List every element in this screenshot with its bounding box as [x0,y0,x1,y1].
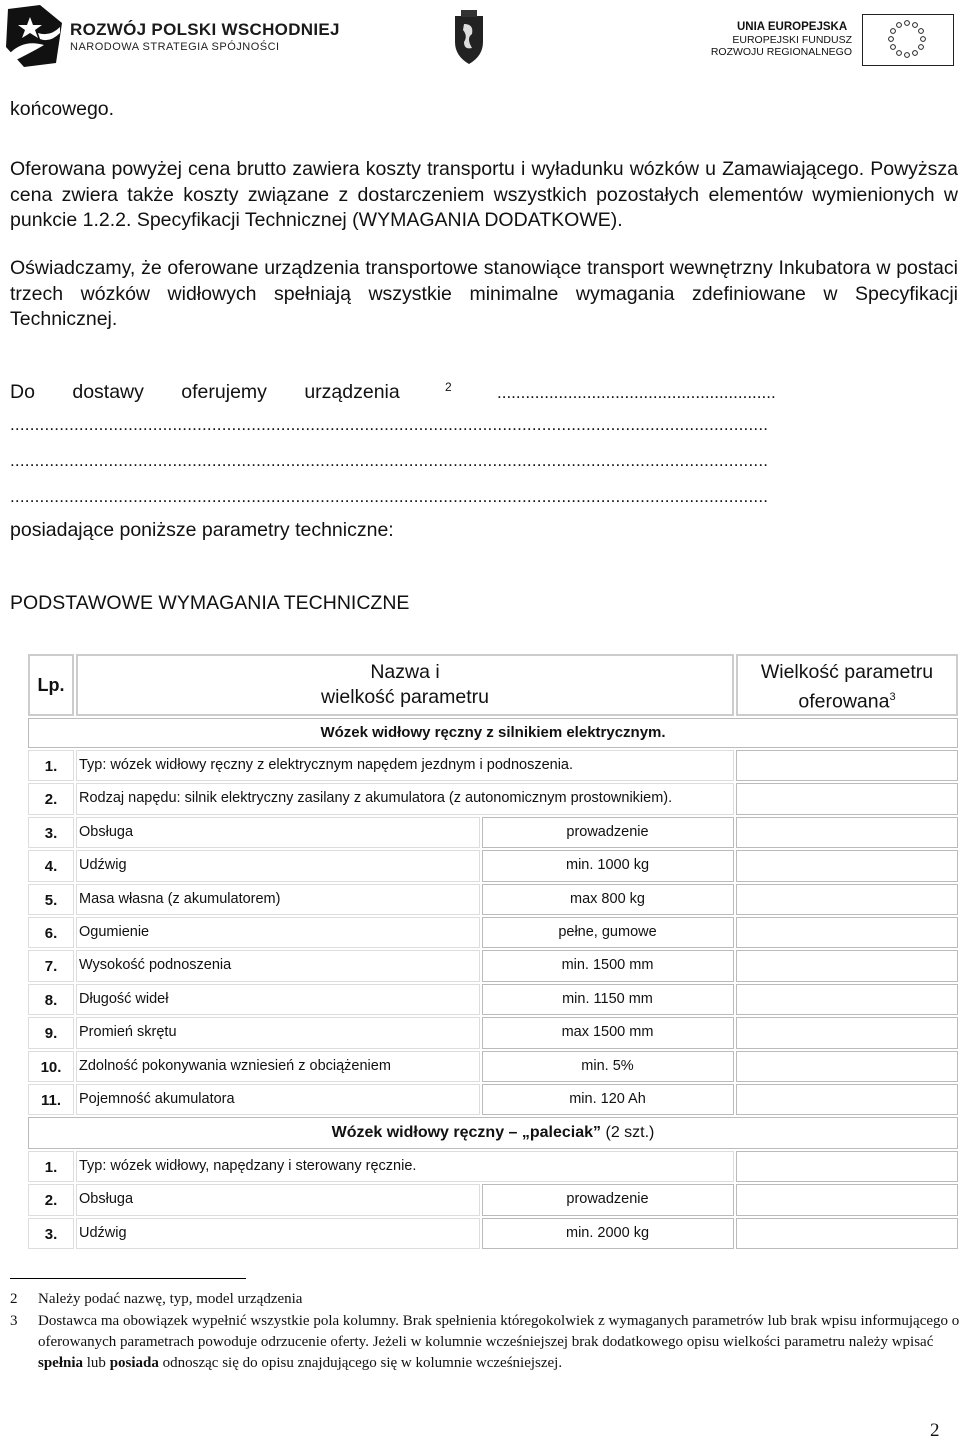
offered-value-field[interactable] [736,984,958,1015]
row-number: 1. [44,1159,58,1176]
parameter-required-value: min. 1150 mm [562,990,653,1007]
parameter-name: Wysokość podnoszenia [79,957,232,974]
eu-logo-line1: UNIA EUROPEJSKA [737,21,848,33]
offer-device-label: Do dostawy oferujemy urządzenia [10,381,400,403]
footnote-3-number: 3 [10,1313,18,1329]
footnote-3 [10,1311,960,1374]
eu-logo-line2: EUROPEJSKI FUNDUSZ [732,34,852,46]
table-cell-desc [76,850,480,881]
table-cell-desc [76,817,480,848]
parameter-required-value: min. 120 Ah [569,1091,646,1107]
parameter-required-value: min. 1500 mm [561,957,654,974]
device-fill-line-4: .......................................................................................................................................................... [10,487,769,506]
rpw-logo-title: ROZWÓJ POLSKI WSCHODNIEJ [70,20,340,39]
header-value-line1: Wielkość parametru [760,661,934,683]
group1-title: Wózek widłowy ręczny z silnikiem elektrycznym. [320,724,666,741]
section-title: PODSTAWOWE WYMAGANIA TECHNICZNE [10,592,410,614]
parameter-name: Udźwig [79,1224,127,1241]
offered-value-field[interactable] [736,850,958,881]
footnote-separator [10,1278,246,1279]
offered-value-field[interactable] [736,750,958,781]
paragraph-declaration: Oświadczamy, że oferowane urządzenia transportowe stanowiące transport wewnętrzny Inkubatora w postaci trzech wózków widłowych spełniają wszystkie minimalne wymagania zdefiniowane w Specyfikacji Technicznej. [10,257,958,330]
device-fill-line-3: .......................................................................................................................................................... [10,451,769,470]
row-number: 4. [44,858,58,876]
offered-value-field[interactable] [736,817,958,848]
parameter-name: Rodzaj napędu: silnik elektryczny zasilany z akumulatora (z autonomicznym prostownikiem). [79,790,673,807]
offered-value-field[interactable] [736,1084,958,1115]
footnote-3-text-a: Dostawca ma obowiązek wypełnić wszystkie pola kolumny. Brak spełnienia któregokolwiek z wymaganych parametrów lub brak wpisu informującego o oferowanych parametrach powoduje odrzucenie oferty. Jeżeli w kolumnie wcześniejszej brak dodatkowego opisu wielkości parametru należy wpisać [38,1313,960,1350]
parameter-name: Typ: wózek widłowy ręczny z elektrycznym napędem jezdnym i podnoszenia. [79,757,574,773]
parameter-name: Pojemność akumulatora [79,1091,235,1107]
header-value-line2 [736,685,958,715]
header-name-line1: Nazwa i [370,661,440,683]
eu-flag-icon [862,14,954,66]
footnote-3-bold-spelnia: spełnia [38,1355,84,1371]
header-name-line2: wielkość parametru [321,686,489,708]
rpw-star-logo-icon [4,3,66,69]
footnote-ref-2: 2 [445,380,452,394]
page-number: 2 [930,1420,940,1441]
parameter-name: Promień skrętu [79,1024,177,1041]
row-number: 2. [44,791,58,809]
header-value-text: oferowana [798,690,890,713]
footnote-3-bold-posiada: posiada [109,1355,159,1371]
device-fill-line-1: ........................................................... [497,383,776,402]
group2-title-qty: (2 szt.) [601,1124,655,1141]
footnote-3-text-mid: lub [83,1355,110,1371]
paragraph-continuation: końcowego. [10,98,115,120]
coat-of-arms-icon [452,8,486,66]
row-number: 2. [44,1192,58,1210]
footnote-ref-3: 3 [889,691,896,703]
row-number: 3. [44,1225,58,1243]
offered-value-field[interactable] [736,950,958,981]
row-number: 8. [44,991,58,1009]
parameter-name: Obsługa [79,823,134,840]
parameter-required-value: min. 5% [581,1057,634,1074]
footnote-3-text [38,1311,960,1374]
row-number: 10. [40,1058,62,1076]
row-number: 5. [44,891,58,909]
parameter-name: Udźwig [79,857,127,874]
parameter-name: Typ: wózek widłowy, napędzany i sterowany ręcznie. [79,1158,417,1174]
rpw-logo-subtitle: NARODOWA STRATEGIA SPÓJNOŚCI [70,41,280,53]
parameter-name: Zdolność pokonywania wzniesień z obciążeniem [79,1057,391,1074]
row-number: 1. [44,758,58,775]
footnote-2-text: Należy podać nazwę, typ, model urządzenia [38,1291,303,1307]
footnote-2 [10,1289,960,1310]
parameter-name: Obsługa [79,1191,134,1208]
offered-value-field[interactable] [736,884,958,915]
offered-value-field[interactable] [736,1017,958,1048]
offered-value-field[interactable] [736,1151,958,1182]
eu-logo-line3: ROZWOJU REGIONALNEGO [710,46,852,58]
parameter-required-value: pełne, gumowe [558,924,657,940]
paragraph-price-includes: Oferowana powyżej cena brutto zawiera koszty transportu i wyładunku wózków u Zamawiającego. Powyższa cena zwiera także koszty związane z dostarczeniem wszystkich pozostałych elementów wymienionych w punkcie 1.2.2. Specyfikacji Technicznej (WYMAGANIA DODATKOWE). [10,158,958,231]
offered-value-field[interactable] [736,1184,958,1215]
header-lp: Lp. [37,675,65,695]
offered-value-field[interactable] [736,917,958,948]
parameter-required-value: max 1500 mm [561,1024,654,1041]
device-fill-line-2: .......................................................................................................................................................... [10,415,769,434]
parameter-required-value: max 800 kg [570,890,645,907]
parameter-name: Długość wideł [79,990,169,1007]
offered-value-field[interactable] [736,1051,958,1082]
row-number: 6. [44,925,58,942]
offered-value-field[interactable] [736,1218,958,1249]
row-number: 7. [44,958,58,976]
offered-value-field[interactable] [736,783,958,814]
footnote-3-text-b: odnosząc się do opisu znajdującego się w kolumnie wcześniejszej. [158,1355,563,1371]
table-cell-desc [76,1218,480,1249]
offer-device-line [10,381,495,404]
group2-title [28,1124,958,1142]
paragraph-parameters-intro: posiadające poniższe parametry techniczne: [10,519,394,541]
parameter-name: Ogumienie [79,924,150,940]
table-cell-desc [76,1184,480,1215]
parameter-required-value: min. 1000 kg [565,857,650,874]
row-number: 3. [44,824,58,842]
group2-title-main: Wózek widłowy ręczny – „paleciak” [331,1124,602,1141]
row-number: 11. [40,1092,62,1109]
parameter-name: Masa własna (z akumulatorem) [79,890,281,907]
parameter-required-value: min. 2000 kg [565,1224,650,1241]
row-number: 9. [44,1025,58,1043]
parameter-required-value: prowadzenie [566,823,649,840]
parameter-required-value: prowadzenie [566,1191,649,1208]
footnote-2-number: 2 [10,1291,18,1307]
